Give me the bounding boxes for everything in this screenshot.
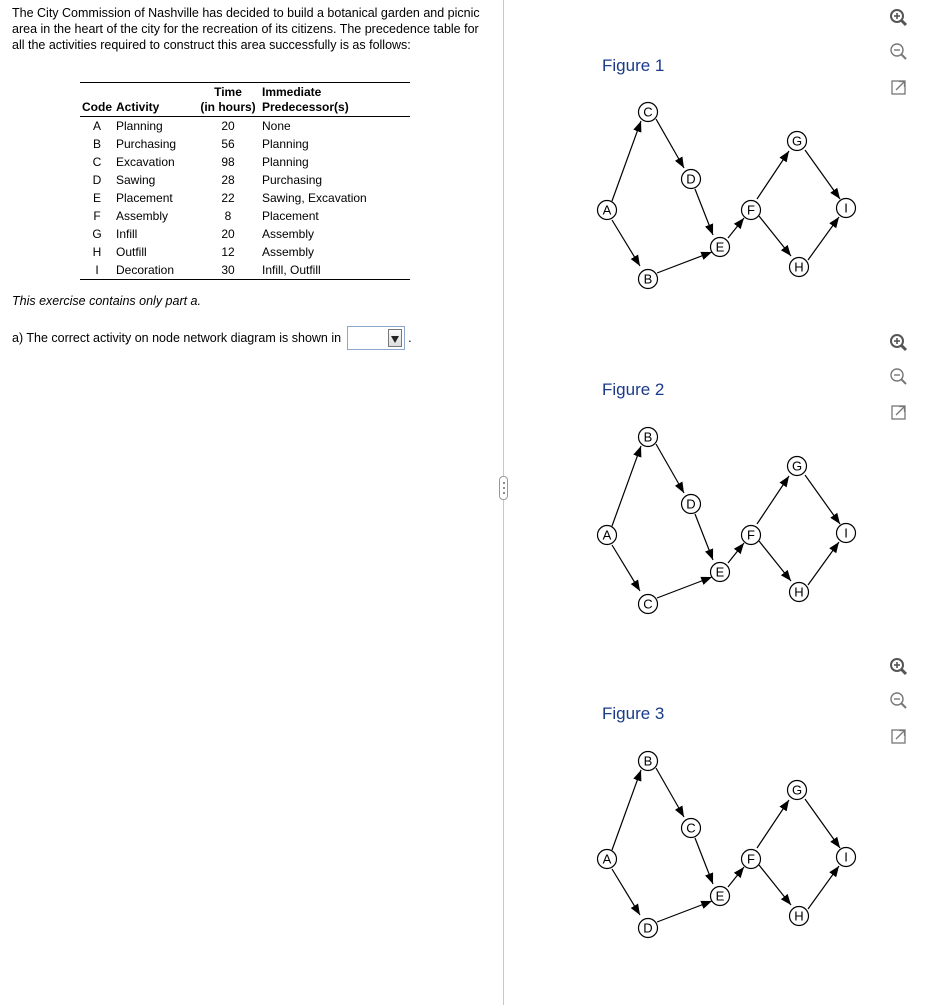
figure-3-network-diagram [592,744,862,949]
header-activity: Activity [114,100,196,117]
node-label-top: B [643,429,653,445]
zoom-out-icon[interactable] [886,365,912,387]
edge-rbottom-to-end [808,217,839,260]
node-label-top: C [643,104,653,120]
cell-code: A [92,119,101,133]
node-label-mid: D [686,171,696,187]
node-label-rbottom: H [794,584,804,600]
cell-time: 8 [224,209,232,223]
header-pred-line1: Immediate [260,83,410,101]
cell-code: G [92,227,102,241]
cell-code: H [92,245,102,259]
question-text: a) The correct activity on node network diagram is shown in [12,331,342,345]
cell-predecessor: Infill, Outfill [260,261,410,280]
cell-activity: Sawing [116,173,156,187]
edge-rbottom-to-end [808,542,839,585]
header-time-line2: (in hours) [196,100,260,117]
header-pred-line2: Predecessor(s) [260,100,410,117]
edge-join-to-split [728,543,744,563]
edge-split-to-rbottom [759,865,791,905]
cell-activity: Excavation [116,155,175,169]
node-label-left: A [602,851,612,867]
header-time-line1: Time [196,83,260,101]
edge-left-to-bottom [612,869,640,915]
open-new-window-icon[interactable] [886,401,912,423]
panel-divider [503,0,504,1005]
cell-predecessor: Purchasing [262,173,323,187]
table-row [80,135,410,153]
node-label-end: I [844,849,848,865]
edge-mid-to-join [695,514,713,560]
node-label-left: A [602,527,612,543]
edge-join-to-split [728,218,744,238]
edge-rbottom-to-end [808,866,839,909]
dropdown-arrow-icon[interactable] [388,329,402,347]
table-row [80,207,410,225]
edge-left-to-top [612,770,641,850]
edge-bottom-to-join [657,252,712,273]
cell-code: E [92,191,101,205]
edge-rtop-to-end [805,150,840,199]
exercise-note: This exercise contains only part a. [12,294,201,308]
table-row [80,261,410,280]
edge-top-to-mid [656,444,684,493]
cell-activity: Assembly [116,209,169,223]
node-label-rbottom: H [794,908,804,924]
cell-code: C [92,155,102,169]
node-label-mid: C [686,820,696,836]
node-label-split: F [747,527,755,543]
cell-predecessor: Planning [262,155,309,169]
node-label-bottom: C [643,596,653,612]
cell-activity: Outfill [116,245,147,259]
cell-activity: Placement [116,191,173,205]
cell-time: 56 [221,137,235,151]
question-row [12,326,412,350]
table-row [80,189,410,207]
edge-left-to-bottom [612,220,640,266]
edge-mid-to-join [695,189,713,235]
zoom-in-icon[interactable] [886,331,912,353]
cell-activity: Decoration [114,261,196,280]
edge-top-to-mid [656,119,684,168]
header-code: Code [80,100,114,117]
edge-split-to-rtop [757,151,789,199]
cell-predecessor: Sawing, Excavation [262,191,367,205]
zoom-out-icon[interactable] [886,689,912,711]
node-label-rtop: G [791,458,803,474]
figure-2-title: Figure 2 [602,380,665,399]
cell-activity: Planning [116,119,163,133]
panel-resize-handle[interactable] [499,476,508,500]
cell-time: 28 [221,173,235,187]
table-row [80,153,410,171]
cell-predecessor: Planning [262,137,309,151]
edge-rtop-to-end [805,799,840,848]
node-label-bottom: D [643,920,653,936]
node-label-end: I [844,200,848,216]
table-row [80,171,410,189]
answer-dropdown[interactable] [347,326,405,350]
node-label-rtop: G [791,133,803,149]
cell-predecessor: None [262,119,291,133]
edge-split-to-rbottom [759,541,791,581]
node-label-left: A [602,202,612,218]
table-row [80,243,410,261]
edge-left-to-top [612,446,641,526]
node-label-split: F [747,851,755,867]
edge-bottom-to-join [657,577,712,598]
figure-2-network-diagram [592,420,862,625]
cell-time: 22 [221,191,235,205]
cell-time: 98 [221,155,235,169]
intro-text: The City Commission of Nashville has decided to build a botanical garden and picnic area in the heart of the city for the recreation of its citizens. The precedence table for all the activities required to construct this area successfully is as follows: [12,6,480,52]
figure-3-title: Figure 3 [602,704,665,723]
zoom-out-icon[interactable] [886,40,912,62]
node-label-join: E [715,564,725,580]
cell-time: 30 [196,261,260,280]
cell-code: F [93,209,101,223]
node-label-rtop: G [791,782,803,798]
edge-left-to-top [612,121,641,201]
edge-mid-to-join [695,838,713,884]
node-label-mid: D [686,496,696,512]
edge-join-to-split [728,867,744,887]
edge-top-to-mid [656,768,684,817]
cell-predecessor: Assembly [262,227,315,241]
node-label-bottom: B [643,271,653,287]
cell-code: B [92,137,101,151]
cell-predecessor: Placement [262,209,319,223]
cell-code: D [92,173,102,187]
cell-time: 20 [221,119,235,133]
edge-rtop-to-end [805,475,840,524]
cell-predecessor: Assembly [262,245,315,259]
edge-left-to-bottom [612,545,640,591]
node-label-end: I [844,525,848,541]
cell-time: 12 [221,245,235,259]
figure-1-network-diagram [592,95,862,300]
figure-1-title: Figure 1 [602,56,665,75]
node-label-top: B [643,753,653,769]
table-row [80,225,410,243]
cell-code: I [80,261,114,280]
open-new-window-icon[interactable] [886,725,912,747]
edge-bottom-to-join [657,901,712,922]
edge-split-to-rtop [757,476,789,524]
node-label-split: F [747,202,755,218]
open-new-window-icon[interactable] [886,76,912,98]
precedence-table [80,82,410,280]
edge-split-to-rbottom [759,216,791,256]
question-suffix: . [408,331,412,345]
zoom-in-icon[interactable] [886,6,912,28]
node-label-rbottom: H [794,259,804,275]
cell-time: 20 [221,227,235,241]
node-label-join: E [715,239,725,255]
node-label-join: E [715,888,725,904]
table-row [80,117,410,136]
edge-split-to-rtop [757,800,789,848]
cell-activity: Infill [116,227,138,241]
cell-activity: Purchasing [116,137,177,151]
zoom-in-icon[interactable] [886,655,912,677]
